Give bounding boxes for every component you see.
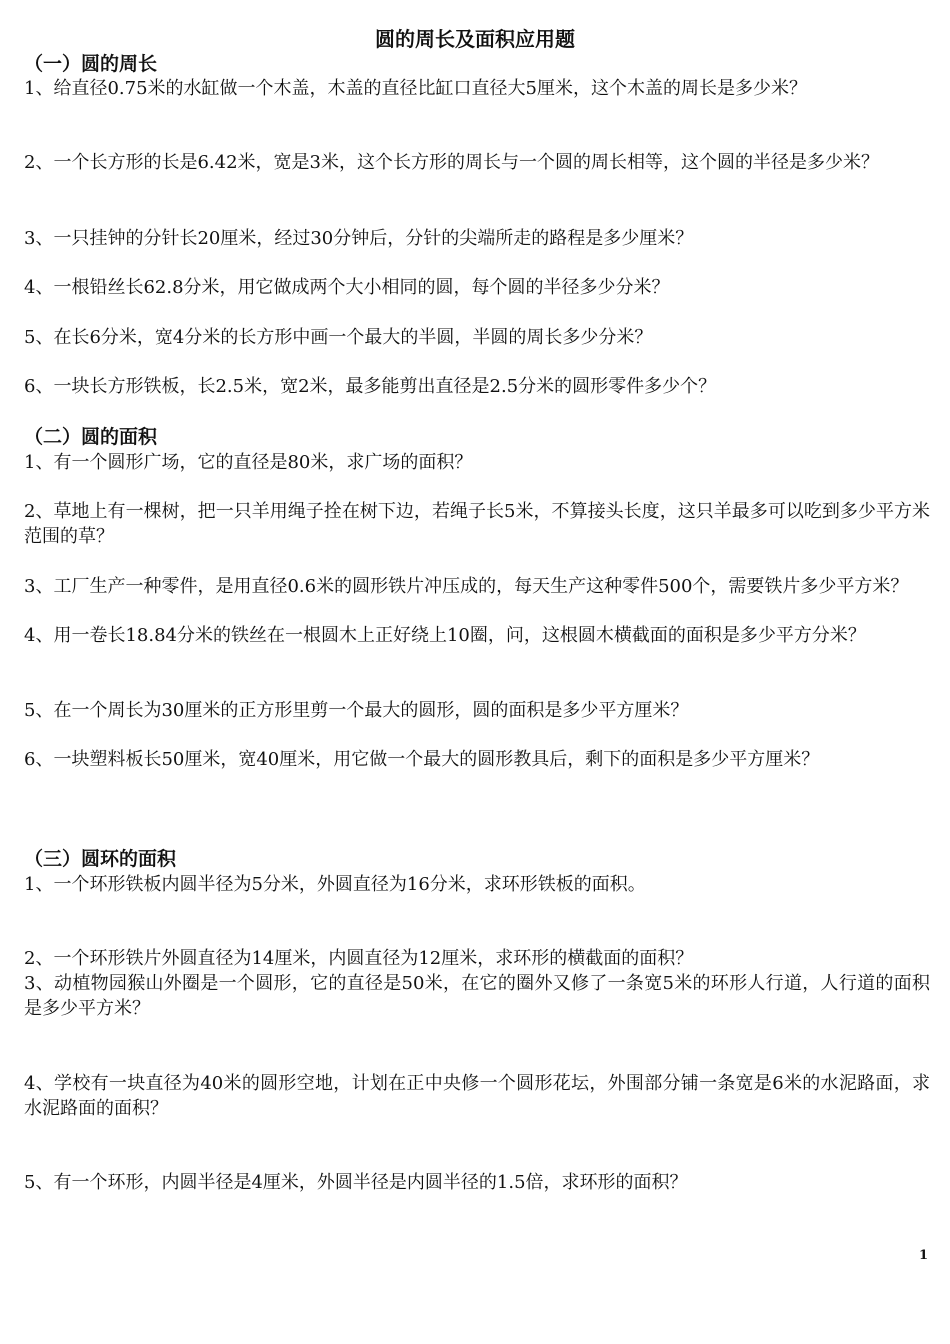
question-1-5: 5、在长6分米，宽4分米的长方形中画一个最大的半圆，半圆的周长多少分米？	[24, 327, 653, 348]
question-2-6: 6、一块塑料板长50厘米，宽40厘米，用它做一个最大的圆形教具后，剩下的面积是多少平方厘米？	[24, 749, 820, 770]
question-1-4: 4、一根铅丝长62.8分米，用它做成两个大小相同的圆，每个圆的半径多少分米？	[24, 277, 670, 298]
question-2-1: 1、有一个圆形广场，它的直径是80米，求广场的面积？	[24, 452, 473, 473]
question-1-2: 2、一个长方形的长是6.42米，宽是3米，这个长方形的周长与一个圆的周长相等，这个圆的半径是多少米？	[24, 152, 879, 173]
question-3-5: 5、有一个环形，内圆半径是4厘米，外圆半径是内圆半径的1.5倍，求环形的面积？	[24, 1172, 688, 1193]
question-1-1: 1、给直径0.75米的水缸做一个木盖，木盖的直径比缸口直径大5厘米，这个木盖的周长是多少米？	[24, 78, 807, 99]
question-2-5: 5、在一个周长为30厘米的正方形里剪一个最大的圆形，圆的面积是多少平方厘米？	[24, 700, 689, 721]
page-title: 圆的周长及面积应用题	[375, 27, 575, 51]
section-heading-circumference: （一）圆的周长	[24, 53, 158, 75]
question-3-2: 2、一个环形铁片外圆直径为14厘米，内圆直径为12厘米，求环形的横截面的面积？	[24, 948, 694, 969]
question-1-6: 6、一块长方形铁板，长2.5米，宽2米，最多能剪出直径是2.5分米的圆形零件多少个？	[24, 376, 717, 397]
question-3-4: 4、学校有一块直径为40米的圆形空地，计划在正中央修一个圆形花坛，外围部分铺一条宽是6米的水泥路面，求水泥路面的面积？	[24, 1073, 930, 1119]
question-3-3: 3、动植物园猴山外圈是一个圆形，它的直径是50米，在它的圈外又修了一条宽5米的环形人行道，人行道的面积是多少平方米？	[24, 973, 930, 1019]
page-number: 1	[918, 1248, 928, 1263]
question-3-1: 1、一个环形铁板内圆半径为5分米，外圆直径为16分米，求环形铁板的面积。	[24, 874, 646, 895]
question-2-3: 3、工厂生产一种零件，是用直径0.6米的圆形铁片冲压成的，每天生产这种零件500个，需要铁片多少平方米？	[24, 576, 909, 597]
question-2-2: 2、草地上有一棵树，把一只羊用绳子拴在树下边，若绳子长5米，不算接头长度，这只羊最多可以吃到多少平方米范围的草？	[24, 501, 930, 547]
question-1-3: 3、一只挂钟的分针长20厘米，经过30分钟后，分针的尖端所走的路程是多少厘米？	[24, 228, 694, 249]
question-2-4: 4、用一卷长18.84分米的铁丝在一根圆木上正好绕上10圈，问，这根圆木横截面的面积是多少平方分米？	[24, 625, 866, 646]
section-heading-ring-area: （三）圆环的面积	[24, 848, 177, 870]
section-heading-area: （二）圆的面积	[24, 426, 158, 448]
